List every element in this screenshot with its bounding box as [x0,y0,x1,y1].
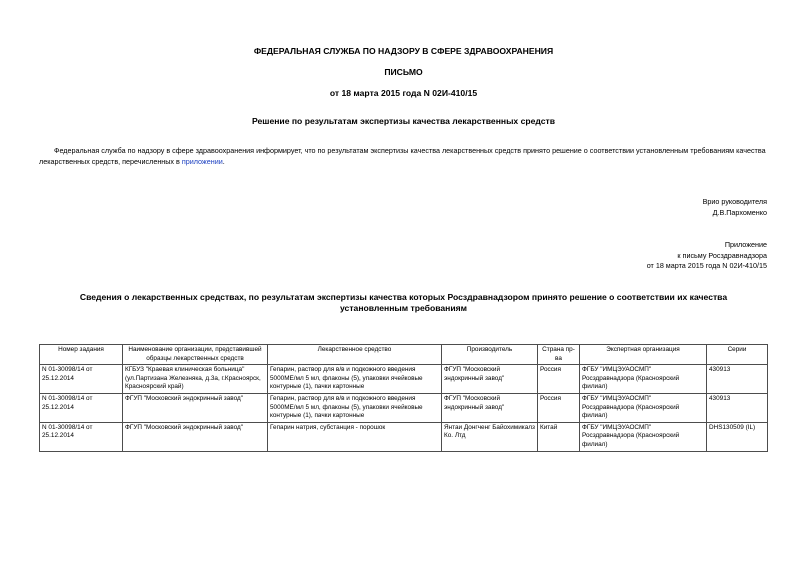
table-row [40,393,768,422]
signature-position: Врио руководителя [702,197,767,206]
table-cell: N 01-30098/14 от 25.12.2014 [40,422,123,451]
table-cell: 430913 [707,365,768,394]
document-type: ПИСЬМО [384,67,423,77]
signature-block [703,197,767,218]
column-header: Лекарственное средство [268,345,442,365]
column-header: Страна пр-ва [538,345,580,365]
appendix-ref-line3: от 18 марта 2015 года N 02И-410/15 [646,261,767,270]
document-date-number: от 18 марта 2015 года N 02И-410/15 [329,88,478,98]
table-cell: 430913 [707,393,768,422]
body-text-start: Федеральная служба по надзору в сфере здравоохранения информирует, что по результатам экспертизы качества лекарственных средств принято решение о соответствии установленным требованиям качества лекарственных средств, перечисленных в [39,146,766,166]
column-header: Серии [707,345,768,365]
table-cell: КГБУЗ "Краевая клиническая больница" (ул.Партизана Железняка, д.3а, г.Красноярск, Красноярский край) [123,365,268,394]
appendix-title: Сведения о лекарственных средствах, по результатам экспертизы качества которых Росздравнадзором принято решение о соответствии их качества установленным требованиям [79,292,728,313]
agency-title: ФЕДЕРАЛЬНАЯ СЛУЖБА ПО НАДЗОРУ В СФЕРЕ ЗДРАВООХРАНЕНИЯ [253,46,554,56]
appendix-link[interactable]: приложении [181,157,223,166]
table-cell: Янтаи Донгченг Байохимикалз Ко. Лтд [442,422,538,451]
table-cell: Гепарин натрия, субстанция - порошок [268,422,442,451]
column-header: Номер задания [40,345,123,365]
medicines-table [39,344,768,452]
table-cell: ФГБУ "ИМЦЭУАОСМП" Росздравнадзора (Красноярский филиал) [580,422,707,451]
column-header: Экспертная организация [580,345,707,365]
appendix-reference [647,240,767,272]
table-cell: Россия [538,393,580,422]
table-cell: Гепарин, раствор для в/в и подкожного введения 5000МЕ/мл 5 мл, флаконы (5), упаковки ячейковые контурные (1), пачки картонные [268,393,442,422]
signature-name: Д.В.Пархоменко [712,207,767,217]
appendix-ref-line1: Приложение [724,240,767,249]
appendix-ref-line2: к письму Росздравнадзора [677,250,767,260]
table-cell: Гепарин, раствор для в/в и подкожного введения 5000МЕ/мл 5 мл, флаконы (5), упаковки ячейковые контурные (1), пачки картонные [268,365,442,394]
table-row [40,365,768,394]
table-cell: Китай [538,422,580,451]
table-header-row [40,345,768,365]
body-paragraph [39,145,767,167]
table-cell: N 01-30098/14 от 25.12.2014 [40,393,123,422]
document-subject: Решение по результатам экспертизы качества лекарственных средств [251,116,556,126]
table-cell: Россия [538,365,580,394]
table-cell: DHS130509 (IL) [707,422,768,451]
table-cell: N 01-30098/14 от 25.12.2014 [40,365,123,394]
column-header: Наименование организации, представившей образцы лекарственных средств [123,345,268,365]
table-cell: ФГУП "Московский эндокринный завод" [123,393,268,422]
body-text-end: . [222,157,225,166]
column-header: Производитель [442,345,538,365]
table-cell: ФГУП "Московский эндокринный завод" [442,365,538,394]
table-row [40,422,768,451]
table-cell: ФГУП "Московский эндокринный завод" [442,393,538,422]
table-cell: ФГБУ "ИМЦЭУАОСМП" Росздравнадзора (Красноярский филиал) [580,393,707,422]
table-cell: ФГБУ "ИМЦЭУАОСМП" Росздравнадзора (Красноярский филиал) [580,365,707,394]
table-cell: ФГУП "Московский эндокринный завод" [123,422,268,451]
